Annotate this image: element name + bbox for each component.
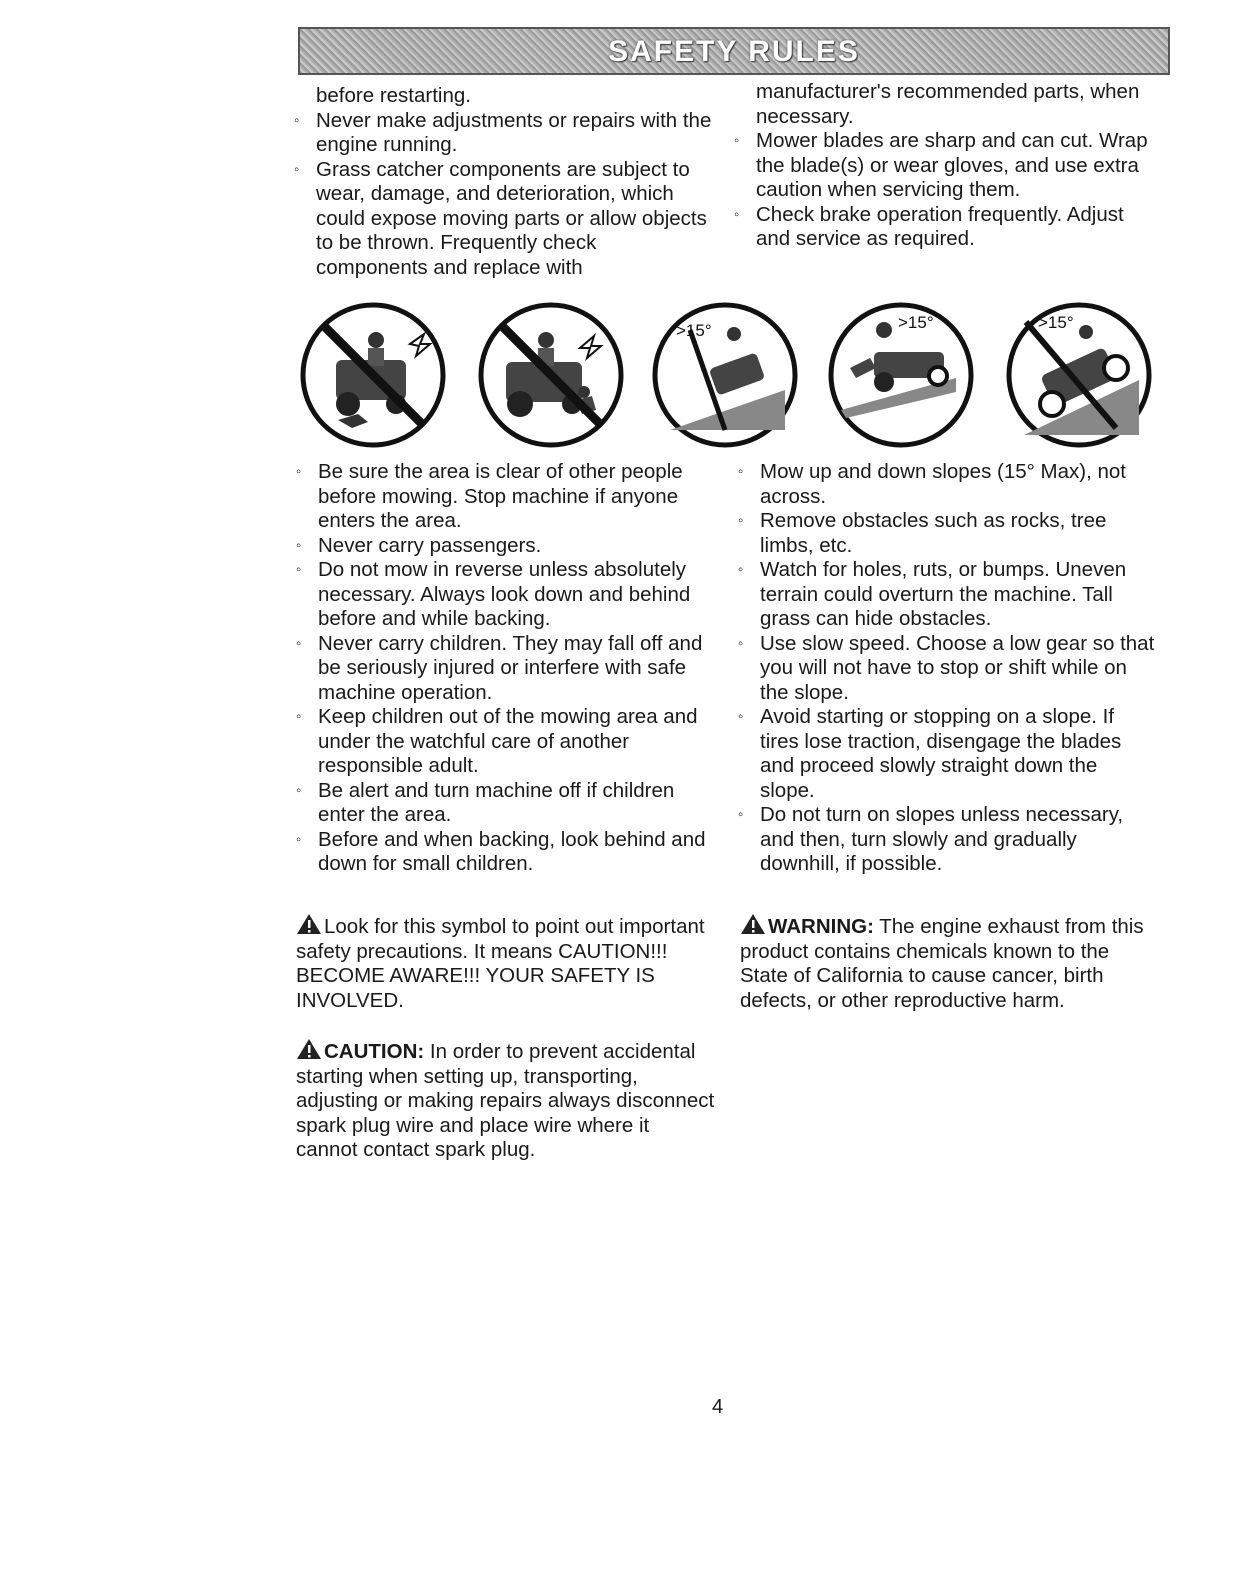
list-item: ◦ Before and when backing, look behind and down for small children.: [294, 828, 714, 877]
symbol-note: [296, 913, 716, 1013]
no-bystanders-icon: [298, 300, 448, 450]
list-item: ◦ Be sure the area is clear of other people before mowing. Stop machine if anyone enters the area.: [294, 460, 714, 534]
rollover-slope-icon: [1004, 300, 1154, 450]
list-item: ◦ Use slow speed. Choose a low gear so that you will not have to stop or shift while on the slope.: [736, 632, 1156, 706]
caution-note: [296, 1038, 716, 1163]
safety-icons-row: [298, 300, 1158, 450]
continued-text: before restarting.: [316, 84, 471, 107]
section-banner: [298, 27, 1170, 75]
list-item: ◦ Never make adjustments or repairs with the engine running.: [292, 109, 712, 158]
list-item: ◦ Watch for holes, ruts, or bumps. Uneven terrain could overturn the machine. Tall grass can hide obstacles.: [736, 558, 1156, 632]
top-left-column: [292, 84, 712, 280]
top-right-column: [732, 80, 1152, 252]
warning-triangle-icon: [296, 1038, 322, 1060]
page-title: SAFETY RULES: [608, 35, 860, 68]
warning-triangle-icon: [296, 913, 322, 935]
list-item: ◦ Grass catcher components are subject to wear, damage, and deterioration, which could expose moving parts or allow objects to be thrown. Frequently check components and replace with: [292, 158, 712, 281]
list-item: ◦ Never carry children. They may fall off and be seriously injured or interfere with safe machine operation.: [294, 632, 714, 706]
no-children-icon: [476, 300, 626, 450]
mid-left-column: [294, 460, 714, 877]
warning-triangle-icon: [740, 913, 766, 935]
slope-label: >15°: [1038, 313, 1074, 332]
slope-label: >15°: [898, 313, 934, 332]
warning-note: [740, 913, 1160, 1013]
warning-text: The engine exhaust from this product contains chemicals known to the State of California to cause cancer, birth defects, or other reproductive harm.: [740, 915, 1144, 1012]
mid-right-column: [736, 460, 1156, 877]
page-number: 4: [712, 1396, 724, 1418]
list-item: ◦ Remove obstacles such as rocks, tree limbs, etc.: [736, 509, 1156, 558]
caution-text: In order to prevent accidental starting when setting up, transporting, adjusting or making repairs always disconnect spark plug wire and place wire where it cannot contact spark plug.: [296, 1040, 715, 1161]
warning-label: WARNING:: [768, 915, 874, 938]
list-item: ◦ Mower blades are sharp and can cut. Wrap the blade(s) or wear gloves, and use extra caution when servicing them.: [732, 129, 1152, 203]
caution-label: CAUTION:: [324, 1040, 425, 1063]
continued-text: manufacturer's recommended parts, when necessary.: [756, 80, 1140, 128]
list-item: ◦ Do not turn on slopes unless necessary, and then, turn slowly and gradually downhill, if possible.: [736, 803, 1156, 877]
list-item: ◦ Be alert and turn machine off if children enter the area.: [294, 779, 714, 828]
slope-label: >15°: [676, 321, 712, 340]
list-item: ◦ Mow up and down slopes (15° Max), not across.: [736, 460, 1156, 509]
list-item: ◦ Do not mow in reverse unless absolutely necessary. Always look down and behind before and while backing.: [294, 558, 714, 632]
list-item: ◦ Avoid starting or stopping on a slope. If tires lose traction, disengage the blades and proceed slowly straight down the slope.: [736, 705, 1156, 803]
symbol-note-text: Look for this symbol to point out important safety precautions. It means CAUTION!!! BECOME AWARE!!! YOUR SAFETY IS INVOLVED.: [296, 915, 705, 1012]
list-item: ◦ Check brake operation frequently. Adjust and service as required.: [732, 203, 1152, 252]
list-item: ◦ Keep children out of the mowing area and under the watchful care of another responsible adult.: [294, 705, 714, 779]
ramp-slope-icon: [826, 300, 976, 450]
list-item: ◦ Never carry passengers.: [294, 534, 714, 559]
slope-warning-icon: [650, 300, 800, 450]
